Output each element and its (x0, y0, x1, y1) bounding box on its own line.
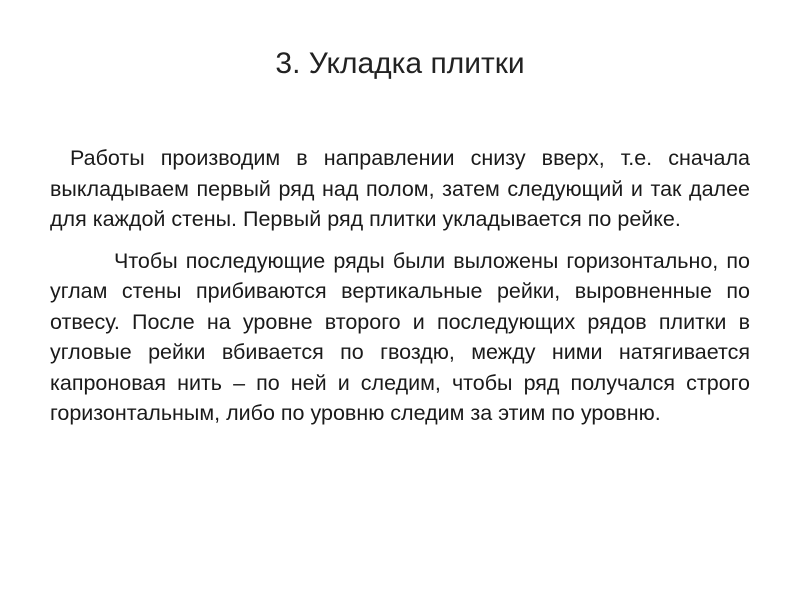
paragraph-2: Чтобы последующие ряды были выложены горизонтально, по углам стены прибиваются вертикальные рейки, выровненные по отвесу. После на уровне второго и последующих рядов плитки в угловые рейки вбивается по гвоздю, между ними натягивается капроновая нить – по ней и следим, чтобы ряд получался строго горизонтальным, либо по уровню следим за этим по уровню. (50, 248, 750, 425)
slide-title: 3. Укладка плитки (275, 47, 525, 80)
paragraph-1: Работы производим в направлении снизу вверх, т.е. сначала выкладываем первый ряд над полом, затем следующий и так далее для каждой стены. Первый ряд плитки укладывается по рейке. (50, 146, 750, 231)
slide-body (50, 143, 750, 429)
